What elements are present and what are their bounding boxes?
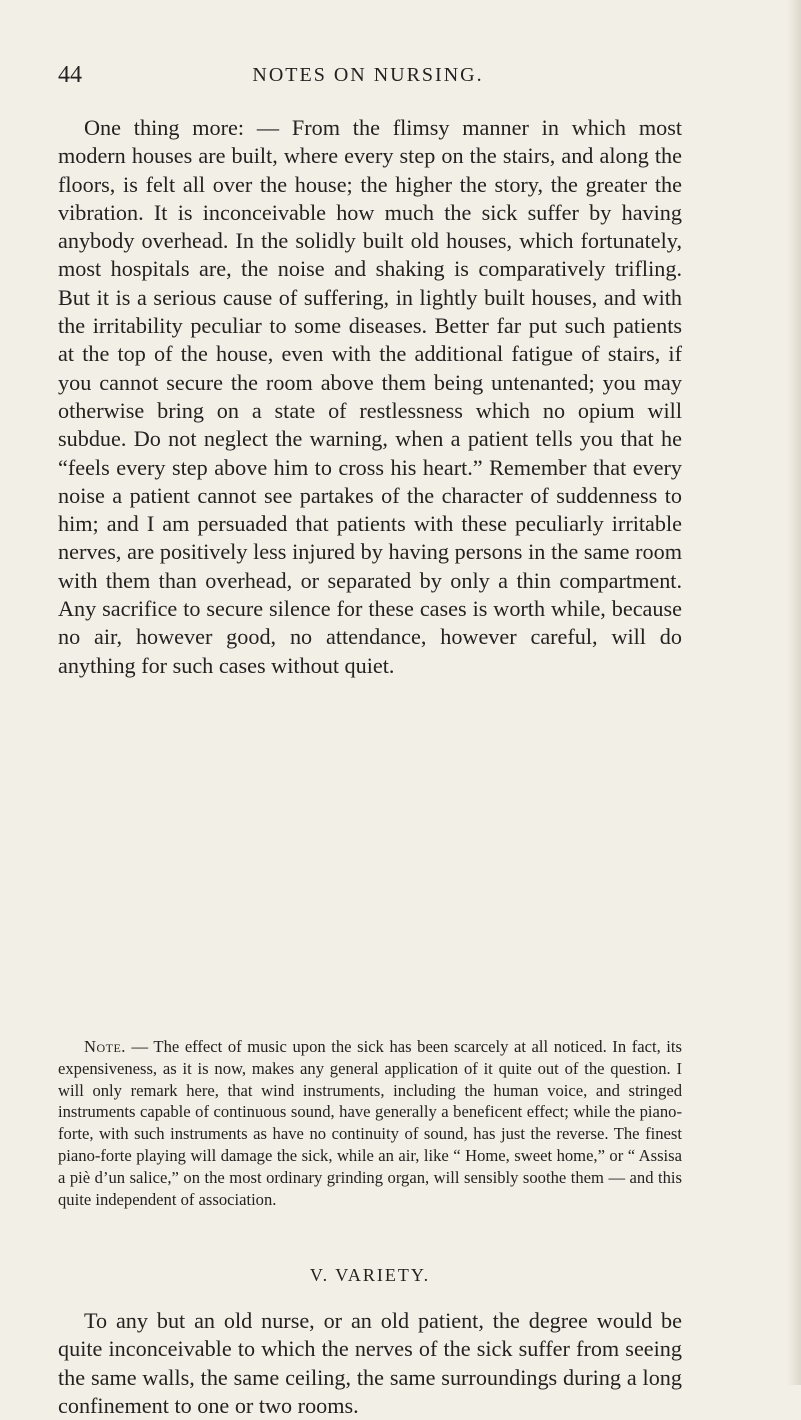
section-heading: V. VARIETY. (309, 1265, 431, 1285)
note-label: Note. (84, 1037, 126, 1056)
body-paragraph: One thing more: — From the flimsy manner in which most modern houses are built, where every step on the stairs, and along the floors, is felt all over the house; the higher the story, the greater the vibration. It is inconceivable how much the sick suffer by having anybody overhead. In the solidly built old houses, which fortunately, most hospitals are, the noise and shaking is comparatively trifling. But it is a serious cause of suffering, in lightly built houses, and with the irritability peculiar to some diseases. Better far put such patients at the top of the house, even with the additional fatigue of stairs, if you cannot secure the room above them being untenanted; you may otherwise bring on a state of restlessness which no opium will subdue. Do not neglect the warning, when a patient tells you that he “feels every step above him to cross his heart.” Remember that every noise a patient cannot see partakes of the character of suddenness to him; and I am persuaded that patients with these peculiarly irritable nerves, are positively less injured by having persons in the same room with them than overhead, or separated by only a thin compartment. Any sacrifice to secure silence for these cases is worth while, because no air, however good, no attendance, however careful, will do anything for such cases without quiet. (58, 115, 682, 678)
page-number: 44 (58, 62, 82, 88)
footnote (58, 1036, 682, 1210)
section-paragraph: To any but an old nurse, or an old patient, the degree would be quite inconceivable to which the nerves of the sick suffer from seeing the same walls, the same ceiling, the same surroundings during a long confinement to one or two rooms. (58, 1308, 682, 1418)
page-edge-shadow (787, 0, 801, 1385)
running-title: NOTES ON NURSING. (252, 64, 484, 86)
running-head (58, 62, 678, 92)
note-text: — The effect of music upon the sick has been scarcely at all noticed. In fact, its expensiveness, as it is now, makes any general application of it quite out of the question. I will only remark here, that wind instruments, including the human voice, and stringed instruments capable of continuous sound, have generally a beneficent effect; while the piano-forte, with such instruments as have no continuity of sound, has just the reverse. The finest piano-forte playing will damage the sick, while an air, like “ Home, sweet home,” or “ Assisa a piè d’un salice,” on the most ordinary grinding organ, will sensibly soothe them — and this quite independent of association. (58, 1037, 682, 1209)
